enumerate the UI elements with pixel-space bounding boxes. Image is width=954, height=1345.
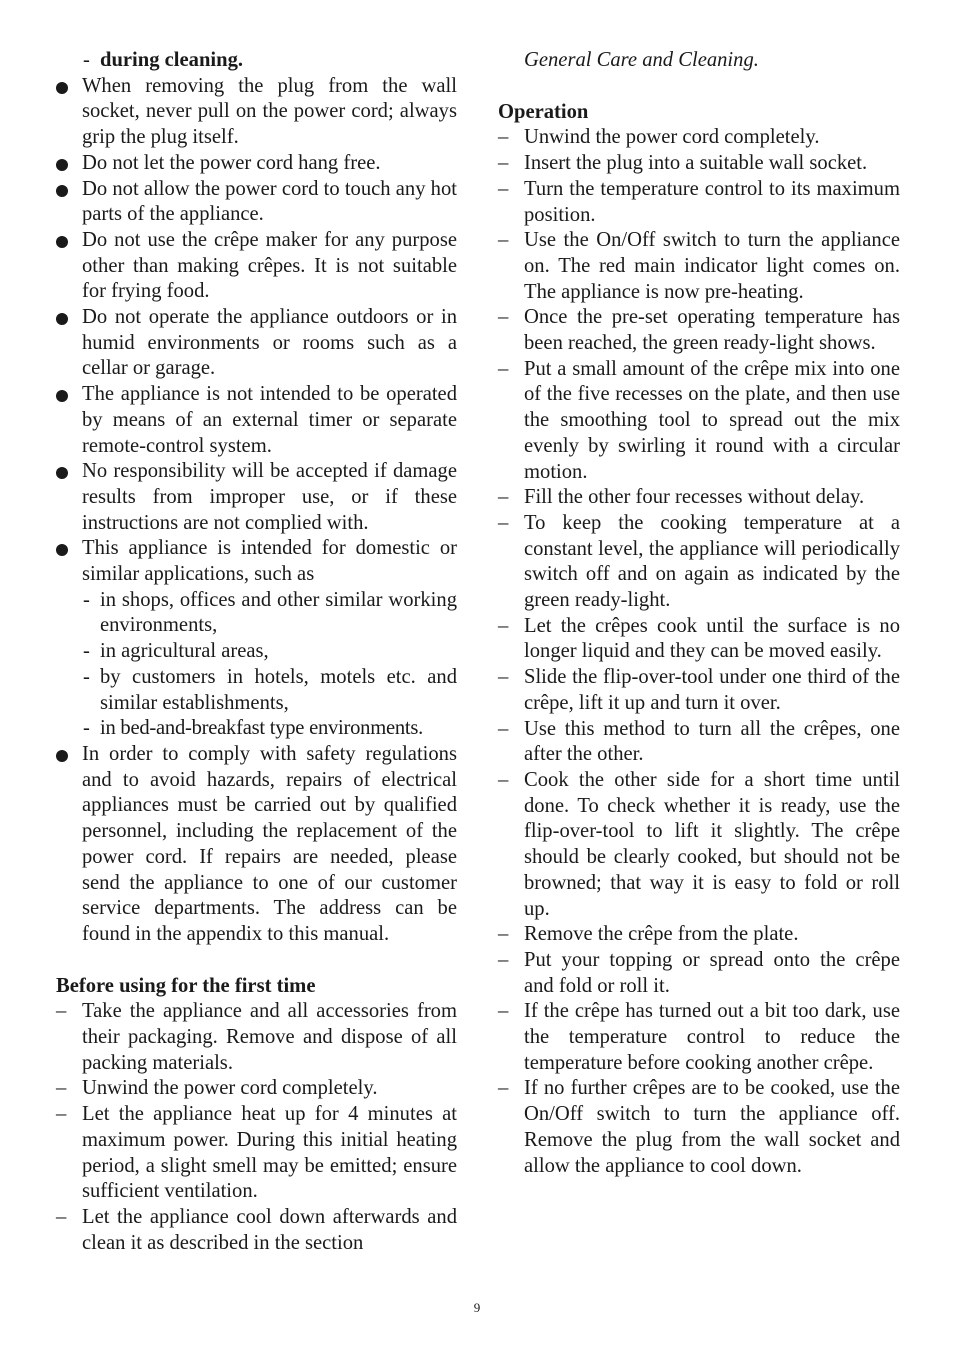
dash-marker: – <box>56 1000 67 1023</box>
dash-marker: – <box>498 614 509 637</box>
bullet-icon <box>56 313 68 325</box>
safety-bullet-text: Do not use the crêpe maker for any purpose other than making crêpes. It is not suitable for frying food. <box>82 228 457 303</box>
application-item <box>56 716 457 742</box>
dash-marker: - <box>83 640 90 663</box>
operation-step <box>498 1076 900 1179</box>
safety-bullet <box>56 305 457 382</box>
first-use-heading: Before using for the first time <box>56 974 316 997</box>
first-use-step-text: Unwind the power cord completely. <box>82 1077 378 1100</box>
operation-step <box>498 948 900 999</box>
application-text: in shops, offices and other similar working environments, <box>100 588 457 637</box>
operation-step <box>498 177 900 228</box>
operation-step-text: Use this method to turn all the crêpes, one after the other. <box>524 717 900 766</box>
operation-step-text: Put your topping or spread onto the crêpe and fold or roll it. <box>524 948 900 997</box>
dash-marker: – <box>56 1205 67 1228</box>
intro-sub-item <box>56 48 457 74</box>
dash-marker: – <box>498 306 509 329</box>
dash-marker: – <box>498 177 509 200</box>
first-use-step-text: Let the appliance heat up for 4 minutes at maximum power. During this initial heating period, a slight smell may be emitted; ensure sufficient ventilation. <box>82 1103 457 1203</box>
application-item <box>56 588 457 639</box>
operation-step <box>498 999 900 1076</box>
operation-step <box>498 228 900 305</box>
bullet-icon <box>56 185 68 197</box>
application-text: in bed-and-breakfast type environments. <box>100 717 424 740</box>
repairs-bullet <box>56 742 457 948</box>
operation-step-text: Cook the other side for a short time until done. To check whether it is ready, use the flip-over-tool to lift it slightly. The crêpe should be clearly cooked, but should not be browned; that way it is easy to fold or roll up. <box>524 768 900 920</box>
dash-marker: – <box>498 948 509 971</box>
bullet-icon <box>56 544 68 556</box>
safety-bullet-text: Do not allow the power cord to touch any hot parts of the appliance. <box>82 177 457 226</box>
operation-step-text: To keep the cooking temperature at a constant level, the appliance will periodically switch off and on again as indicated by the green ready-light. <box>524 511 900 612</box>
safety-bullet-text: When removing the plug from the wall socket, never pull on the power cord; always grip the plug itself. <box>82 74 457 149</box>
repairs-bullet-text: In order to comply with safety regulations and to avoid hazards, repairs of electrical appliances must be carried out by qualified personnel, including the replacement of the power cord. If repairs are needed, please send the appliance to one of our customer service departments. The address can be found in the appendix to this manual. <box>82 742 457 945</box>
dash-marker: – <box>498 126 509 149</box>
safety-bullet <box>56 177 457 228</box>
bullet-icon <box>56 467 68 479</box>
bullet-icon <box>56 82 68 94</box>
safety-bullet <box>56 382 457 459</box>
dash-marker: – <box>498 1077 509 1100</box>
dash-marker: – <box>56 1077 67 1100</box>
operation-step-text: If no further crêpes are to be cooked, use the On/Off switch to turn the appliance off. Remove the plug from the wall socket and allow the appliance to cool down. <box>524 1077 900 1177</box>
dash-marker: – <box>498 229 509 252</box>
safety-bullet-text: Do not let the power cord hang free. <box>82 151 381 174</box>
operation-step-text: Once the pre-set operating temperature has been reached, the green ready-light shows. <box>524 306 900 355</box>
operation-step <box>498 125 900 151</box>
dash-marker: – <box>498 768 509 791</box>
bullet-icon <box>56 750 68 762</box>
intro-sub-text: during cleaning. <box>100 49 244 71</box>
first-use-step-text: Take the appliance and all accessories from their packaging. Remove and dispose of all packing materials. <box>82 1000 457 1074</box>
right-column <box>498 48 900 1179</box>
page-number: 9 <box>473 1300 481 1315</box>
dash-marker: - <box>83 49 90 71</box>
dash-marker: – <box>56 1103 67 1126</box>
operation-step-text: If the crêpe has turned out a bit too dark, use the temperature control to reduce the temperature before cooking another crêpe. <box>524 1000 900 1074</box>
operation-step-text: Put a small amount of the crêpe mix into one of the five recesses on the plate, and then use the smoothing tool to spread out the mix evenly by swirling it round with a circular motion. <box>524 357 900 483</box>
bullet-icon <box>56 390 68 402</box>
dash-marker: - <box>83 717 90 740</box>
dash-marker: – <box>498 923 509 946</box>
operation-step <box>498 305 900 356</box>
dash-marker: – <box>498 511 509 534</box>
operation-step-text: Insert the plug into a suitable wall socket. <box>524 152 868 175</box>
safety-bullet-text: This appliance is intended for domestic or similar applications, such as <box>82 537 457 586</box>
operation-step-text: Fill the other four recesses without delay. <box>524 486 865 509</box>
bullet-icon <box>56 159 68 171</box>
safety-bullet <box>56 151 457 177</box>
dash-marker: – <box>498 486 509 509</box>
dash-marker: – <box>498 357 509 380</box>
operation-step <box>498 768 900 922</box>
operation-step <box>498 922 900 948</box>
operation-step-text: Remove the crêpe from the plate. <box>524 923 799 946</box>
safety-bullet-text: The appliance is not intended to be operated by means of an external timer or separate remote-control system. <box>82 383 457 457</box>
dash-marker: – <box>498 717 509 740</box>
first-use-step-text: Let the appliance cool down afterwards and clean it as described in the section <box>82 1205 457 1254</box>
dash-marker: – <box>498 152 509 175</box>
operation-step-text: Let the crêpes cook until the surface is no longer liquid and they can be moved easily. <box>524 614 900 663</box>
dash-marker: - <box>83 588 90 611</box>
dash-marker: – <box>498 666 509 689</box>
operation-step <box>498 151 900 177</box>
dash-marker: - <box>83 665 90 688</box>
operation-step <box>498 357 900 486</box>
section-reference: General Care and Cleaning. <box>524 49 759 71</box>
left-column <box>56 48 457 1256</box>
operation-step <box>498 717 900 768</box>
operation-step <box>498 665 900 716</box>
safety-bullet <box>56 459 457 536</box>
safety-bullet-text: Do not operate the appliance outdoors or in humid environments or rooms such as a cellar or garage. <box>82 306 457 380</box>
operation-heading: Operation <box>498 100 589 123</box>
safety-bullet <box>56 536 457 587</box>
operation-step <box>498 485 900 511</box>
safety-bullet-text: No responsibility will be accepted if damage results from improper use, or if these instructions are not complied with. <box>82 460 457 534</box>
first-use-step <box>56 1076 457 1102</box>
operation-step-text: Unwind the power cord completely. <box>524 126 820 149</box>
first-use-step <box>56 999 457 1076</box>
application-item <box>56 665 457 716</box>
application-text: by customers in hotels, motels etc. and similar establishments, <box>100 665 457 714</box>
dash-marker: – <box>498 1000 509 1023</box>
operation-step-text: Use the On/Off switch to turn the appliance on. The red main indicator light comes on. The appliance is now pre-heating. <box>524 229 900 303</box>
operation-step-text: Slide the flip-over-tool under one third of the crêpe, lift it up and turn it over. <box>524 666 900 714</box>
safety-bullet <box>56 228 457 305</box>
operation-step <box>498 614 900 665</box>
first-use-step <box>56 1102 457 1205</box>
bullet-icon <box>56 236 68 248</box>
operation-step-text: Turn the temperature control to its maximum position. <box>524 177 900 226</box>
safety-bullet <box>56 74 457 151</box>
operation-step <box>498 511 900 614</box>
application-item <box>56 639 457 665</box>
first-use-step <box>56 1205 457 1256</box>
application-text: in agricultural areas, <box>100 640 269 663</box>
